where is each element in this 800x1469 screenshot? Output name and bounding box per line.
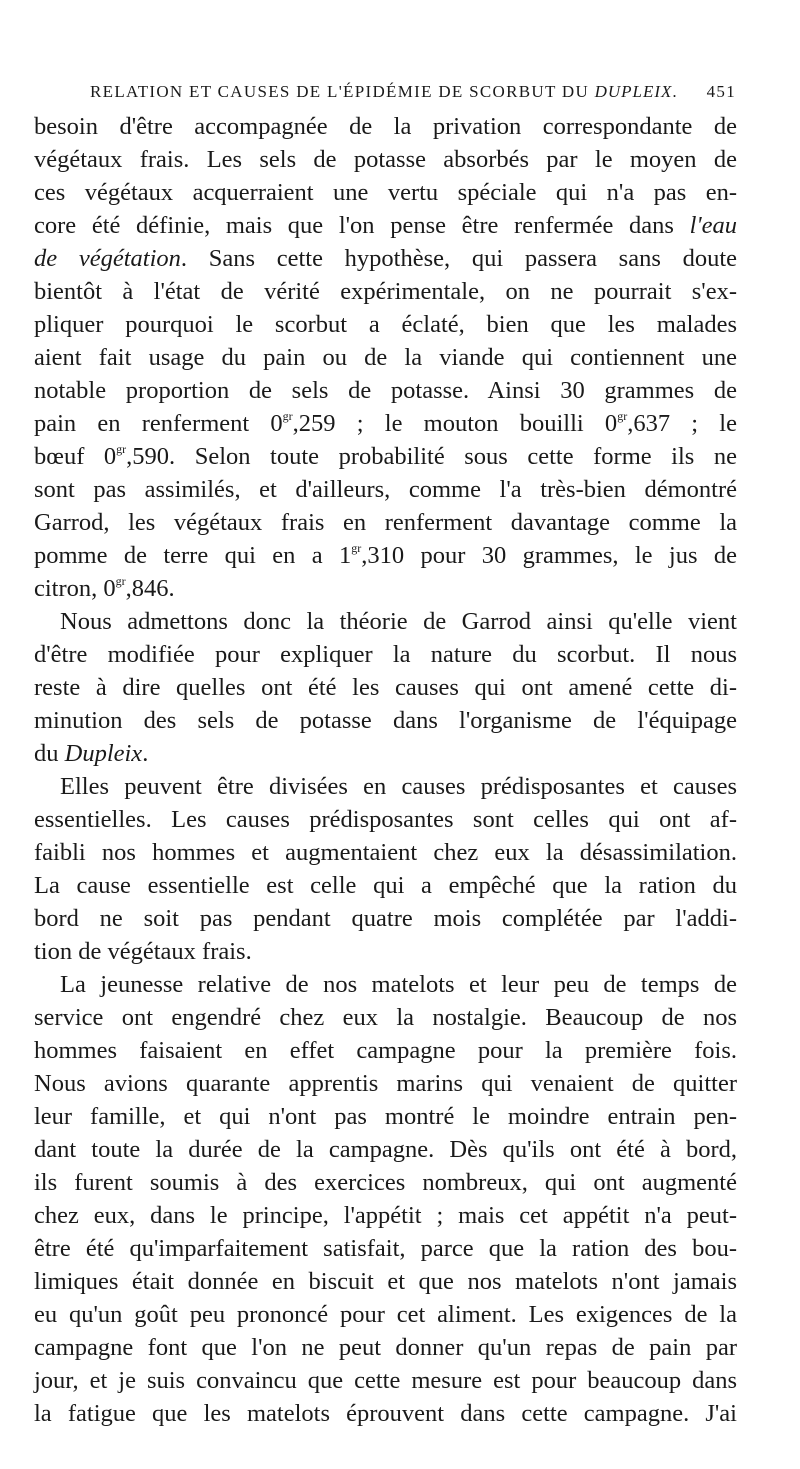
italic-text: Dupleix [64,740,143,767]
text-line [34,1397,737,1430]
unit-superscript: gr [115,574,126,588]
text-line [34,803,737,836]
text-run: bœuf 0 [34,443,117,470]
text-line [34,572,737,605]
text-run: sont pas assimilés, et d'ailleurs, comme l'a très-bien démontré [34,476,737,503]
unit-superscript: gr [116,442,127,456]
text-run: . [142,740,149,767]
unit-superscript: gr [351,541,362,555]
text-line [34,440,737,473]
text-line [34,506,737,539]
text-line [34,770,737,803]
text-run: pain en renferment 0 [34,410,283,437]
text-line [34,671,737,704]
text-line [34,1034,737,1067]
running-header [76,80,736,110]
text-run: minution des sels de potasse dans l'organisme de l'équipage [34,707,737,734]
text-run: Garrod, les végétaux frais en renferment davantage comme la [34,509,737,536]
text-line [34,374,737,407]
text-line [34,473,737,506]
text-run: ,637 ; le [627,410,737,437]
running-title [90,82,678,102]
text-line [34,638,737,671]
text-run: campagne font que l'on ne peut donner qu'un repas de pain par [34,1334,737,1361]
text-run: faibli nos hommes et augmentaient chez eux la désassimilation. [34,839,737,866]
text-line [34,1265,737,1298]
text-run: ils furent soumis à des exercices nombreux, qui ont augmenté [34,1169,737,1196]
text-run: reste à dire quelles ont été les causes qui ont amené cette di- [34,674,737,701]
text-run: aient fait usage du pain ou de la viande qui contiennent une [34,344,737,371]
text-run: besoin d'être accompagnée de la privation correspondante de [34,113,737,140]
text-run: service ont engendré chez eux la nostalgie. Beaucoup de nos [34,1004,737,1031]
text-run: ,846. [125,575,175,602]
text-line [34,605,737,638]
text-line [34,869,737,902]
text-run: pliquer pourquoi le scorbut a éclaté, bien que les malades [34,311,737,338]
text-line [34,407,737,440]
unit-superscript: gr [282,409,293,423]
paragraph-2 [34,605,737,770]
text-line [34,737,737,770]
text-line [34,836,737,869]
italic-text: l'eau [689,212,737,239]
text-run: ,259 ; le mouton bouilli 0 [292,410,618,437]
text-run: jour, et je suis convaincu que cette mesure est pour beaucoup dans [34,1367,737,1394]
text-run: citron, 0 [34,575,116,602]
text-line [34,242,737,275]
text-line [34,275,737,308]
text-line [34,1298,737,1331]
running-title-ship-name: DUPLEIX [594,82,673,101]
text-line [34,1199,737,1232]
running-title-text: RELATION ET CAUSES DE L'ÉPIDÉMIE DE SCORBUT DU [90,82,595,101]
text-line [34,1364,737,1397]
text-run: notable proportion de sels de potasse. Ainsi 30 grammes de [34,377,737,404]
text-run: essentielles. Les causes prédisposantes sont celles qui ont af- [34,806,737,833]
text-line [34,902,737,935]
text-line [34,704,737,737]
text-run: Elles peuvent être divisées en causes prédisposantes et causes [60,773,737,800]
text-run: leur famille, et qui n'ont pas montré le moindre entrain pen- [34,1103,737,1130]
text-line [34,539,737,572]
text-run: être été qu'imparfaitement satisfait, parce que la ration des bou- [34,1235,737,1262]
text-run: ,310 pour 30 grammes, le jus de [361,542,737,569]
unit-superscript: gr [617,409,628,423]
text-run: d'être modifiée pour expliquer la nature du scorbut. Il nous [34,641,737,668]
text-run: . Sans cette hypothèse, qui passera sans doute [180,245,737,272]
text-run: ces végétaux acquerraient une vertu spéciale qui n'a pas en- [34,179,737,206]
text-line [34,110,737,143]
text-line [34,143,737,176]
paragraph-1 [34,110,737,605]
running-title-period: . [672,82,678,101]
paragraph-3 [34,770,737,968]
italic-text: de végétation [34,245,181,272]
text-run: Nous admettons donc la théorie de Garrod ainsi qu'elle vient [60,608,737,635]
text-run: core été définie, mais que l'on pense être renfermée dans [34,212,690,239]
text-run: tion de végétaux frais. [34,938,252,965]
text-line [34,1331,737,1364]
text-line [34,1232,737,1265]
text-run: pomme de terre qui en a 1 [34,542,352,569]
text-run: chez eux, dans le principe, l'appétit ; mais cet appétit n'a peut- [34,1202,737,1229]
text-line [34,176,737,209]
text-line [34,968,737,1001]
text-line [34,935,737,968]
text-run: dant toute la durée de la campagne. Dès qu'ils ont été à bord, [34,1136,737,1163]
text-run: bord ne soit pas pendant quatre mois complétée par l'addi- [34,905,737,932]
text-run: bientôt à l'état de vérité expérimentale, on ne pourrait s'ex- [34,278,737,305]
text-line [34,1067,737,1100]
text-line [34,1001,737,1034]
text-run: Nous avions quarante apprentis marins qui venaient de quitter [34,1070,737,1097]
text-run: limiques était donnée en biscuit et que nos matelots n'ont jamais [34,1268,737,1295]
text-line [34,1133,737,1166]
page-number: 451 [706,82,736,101]
text-line [34,308,737,341]
text-run: La cause essentielle est celle qui a empêché que la ration du [34,872,737,899]
text-line [34,341,737,374]
text-run: eu qu'un goût peu prononcé pour cet aliment. Les exigences de la [34,1301,737,1328]
paragraph-4 [34,968,737,1430]
text-run: végétaux frais. Les sels de potasse absorbés par le moyen de [34,146,737,173]
text-run: hommes faisaient en effet campagne pour la première fois. [34,1037,737,1064]
text-run: ,590. Selon toute probabilité sous cette forme ils ne [126,443,737,470]
text-line [34,209,737,242]
text-run: La jeunesse relative de nos matelots et leur peu de temps de [60,971,737,998]
text-run: du [34,740,65,767]
text-run: la fatigue que les matelots éprouvent dans cette campagne. J'ai [34,1400,737,1427]
body-text [34,110,737,1430]
text-line [34,1166,737,1199]
text-line [34,1100,737,1133]
